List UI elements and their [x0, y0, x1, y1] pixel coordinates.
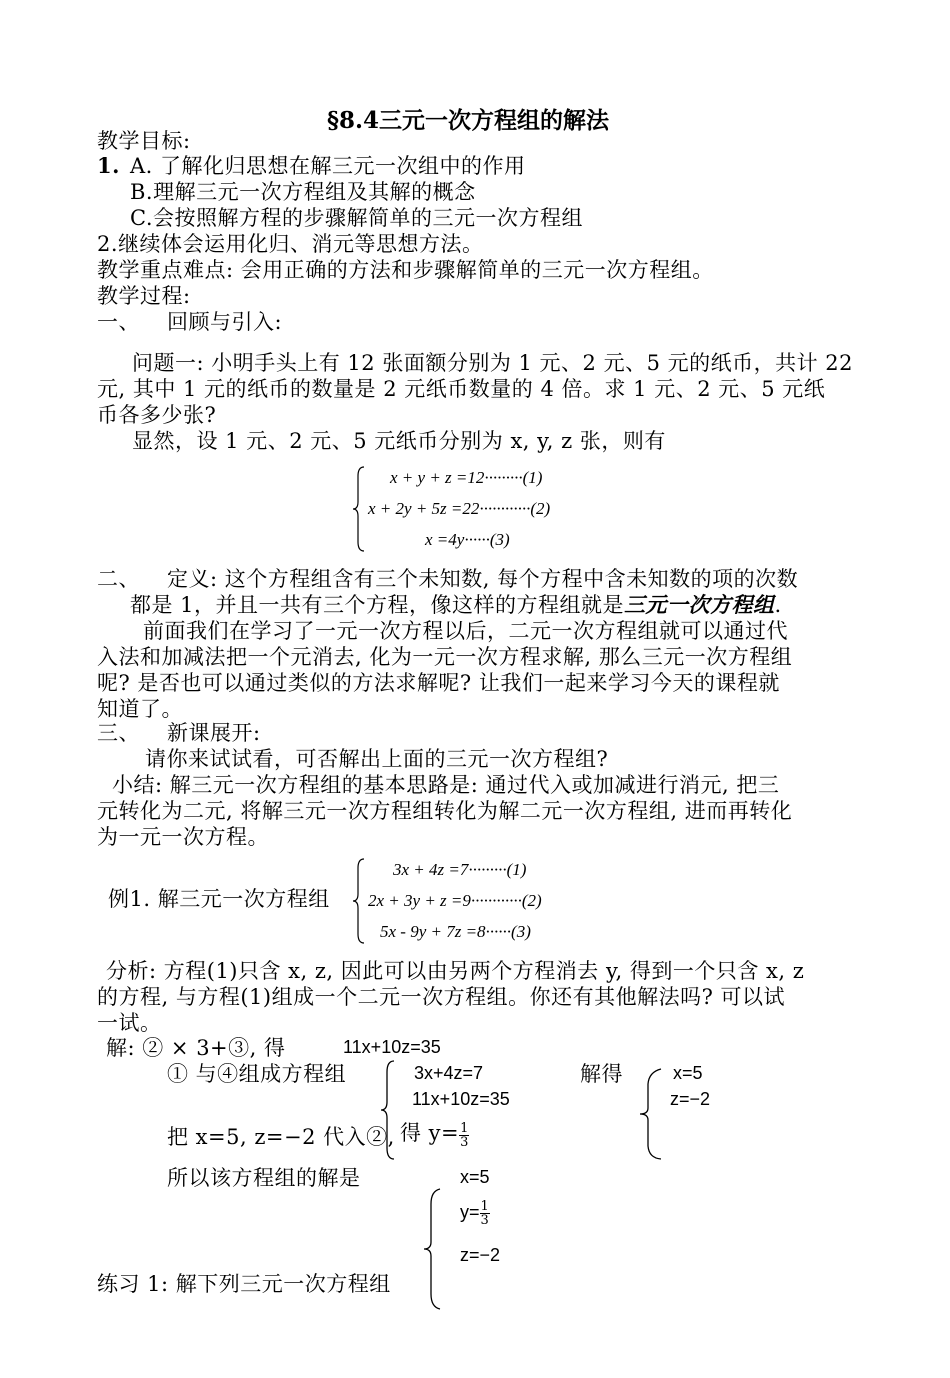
solution-system-eq-a: 3x+4z=7 — [414, 1063, 484, 1083]
fraction — [459, 1122, 469, 1149]
solution-step-1: 解: ② × 3+③, 得 — [106, 1036, 286, 1060]
intro-line: 入法和加减法把一个元消去, 化为一元一次方程求解, 那么三元一次方程组 — [97, 645, 793, 669]
definition-line-2 — [130, 592, 782, 618]
analysis-line: 的方程, 与方程(1)组成一个二元一次方程组。你还有其他解法吗? 可以试 — [97, 985, 786, 1009]
system-1-brace — [352, 466, 368, 552]
system-2-brace — [352, 858, 368, 944]
solution-step-2: ① 与④组成方程组 — [167, 1062, 347, 1086]
final-y-label: y= — [460, 1202, 480, 1222]
objective-1b: B.理解三元一次方程组及其解的概念 — [130, 180, 476, 204]
solution-x-value: x=5 — [673, 1063, 703, 1083]
exercise-1-label: 练习 1: 解下列三元一次方程组 — [97, 1272, 391, 1296]
summary-line: 小结: 解三元一次方程组的基本思路是: 通过代入或加减进行消元, 把三 — [112, 773, 780, 797]
get-y-label: 得 y= — [400, 1121, 460, 1145]
final-fraction-numerator: 1 — [480, 1199, 489, 1214]
definition-text: 都是 1，并且一共有三个方程，像这样的方程组就是 — [130, 593, 625, 617]
intro-line: 知道了。 — [97, 697, 183, 721]
try-line: 请你来试试看，可否解出上面的三元一次方程组? — [145, 747, 609, 771]
process-heading: 教学过程: — [97, 284, 191, 308]
final-y-result — [460, 1200, 490, 1227]
system-1-equation-1: x + y + z =12·········(1) — [390, 468, 543, 487]
section-1-title: 回顾与引入: — [167, 310, 283, 334]
system-2-equation-2: 2x + 3y + z =9············(2) — [368, 891, 542, 910]
example-1-label: 例1. 解三元一次方程组 — [108, 887, 330, 911]
final-fraction-denominator: 3 — [480, 1213, 489, 1228]
solution-y-result — [400, 1120, 469, 1149]
system-1-equation-2: x + 2y + 5z =22············(2) — [368, 499, 551, 518]
definition-term: 三元一次方程组 — [624, 592, 775, 617]
fraction-numerator: 1 — [460, 1121, 469, 1136]
intro-line: 呢? 是否也可以通过类似的方法求解呢? 让我们一起来学习今天的课程就 — [97, 671, 780, 695]
system-2-equation-3: 5x - 9y + 7z =8······(3) — [380, 922, 531, 941]
intro-line: 前面我们在学习了一元一次方程以后，二元一次方程组就可以通过代 — [143, 619, 788, 643]
fraction-denominator: 3 — [460, 1135, 469, 1150]
objective-1a: A. 了解化归思想在解三元一次组中的作用 — [130, 154, 526, 178]
problem-1-line: 元, 其中 1 元的纸币的数量是 2 元纸币数量的 4 倍。求 1 元、2 元、5 元纸 — [97, 377, 826, 401]
solution-step-3: 把 x=5, z=−2 代入②, — [167, 1125, 395, 1149]
problem-1-line: 问题一: 小明手头上有 12 张面额分别为 1 元、2 元、5 元的纸币，共计 22 — [132, 351, 854, 375]
solve-label: 解得 — [580, 1062, 623, 1086]
analysis-line: 一试。 — [97, 1011, 162, 1035]
final-x-value: x=5 — [460, 1167, 490, 1187]
section-3-title: 新课展开: — [167, 721, 261, 745]
definition-line-1: 定义: 这个方程组含有三个未知数, 每个方程中含未知数的项的次数 — [167, 567, 799, 591]
section-3-number: 三、 — [97, 721, 140, 745]
section-2-number: 二、 — [97, 567, 140, 591]
objective-2: 2.继续体会运用化归、消元等思想方法。 — [97, 232, 484, 256]
page-title: §8.4三元一次方程组的解法 — [327, 107, 610, 134]
problem-1-line: 币各多少张? — [97, 403, 217, 427]
system-2-equation-1: 3x + 4z =7·········(1) — [393, 860, 527, 879]
section-1-number: 一、 — [97, 310, 140, 334]
key-points: 教学重点难点: 会用正确的方法和步骤解简单的三元一次方程组。 — [97, 258, 714, 282]
final-fraction — [480, 1200, 490, 1227]
objective-1c: C.会按照解方程的步骤解简单的三元一次方程组 — [130, 206, 583, 230]
solution-xz-brace — [637, 1068, 663, 1160]
summary-line: 元转化为二元, 将解三元一次方程组转化为解二元一次方程组, 进而再转化 — [97, 799, 793, 823]
solution-equation-4: 11x+10z=35 — [343, 1037, 441, 1057]
solution-system-eq-b: 11x+10z=35 — [412, 1089, 510, 1109]
objectives-heading: 教学目标: — [97, 129, 191, 153]
system-1-equation-3: x =4y······(3) — [425, 530, 510, 549]
solution-z-value: z=−2 — [670, 1089, 711, 1109]
analysis-line: 分析: 方程(1)只含 x, z, 因此可以由另两个方程消去 y, 得到一个只含 x, z — [106, 959, 805, 983]
objective-1-number: 1. — [97, 153, 120, 178]
definition-period: . — [774, 593, 782, 617]
final-z-value: z=−2 — [460, 1245, 501, 1265]
final-label: 所以该方程组的解是 — [167, 1166, 361, 1190]
problem-1-line: 显然，设 1 元、2 元、5 元纸币分别为 x, y, z 张，则有 — [132, 429, 666, 453]
summary-line: 为一元一次方程。 — [97, 825, 269, 849]
final-solution-brace — [422, 1188, 442, 1310]
